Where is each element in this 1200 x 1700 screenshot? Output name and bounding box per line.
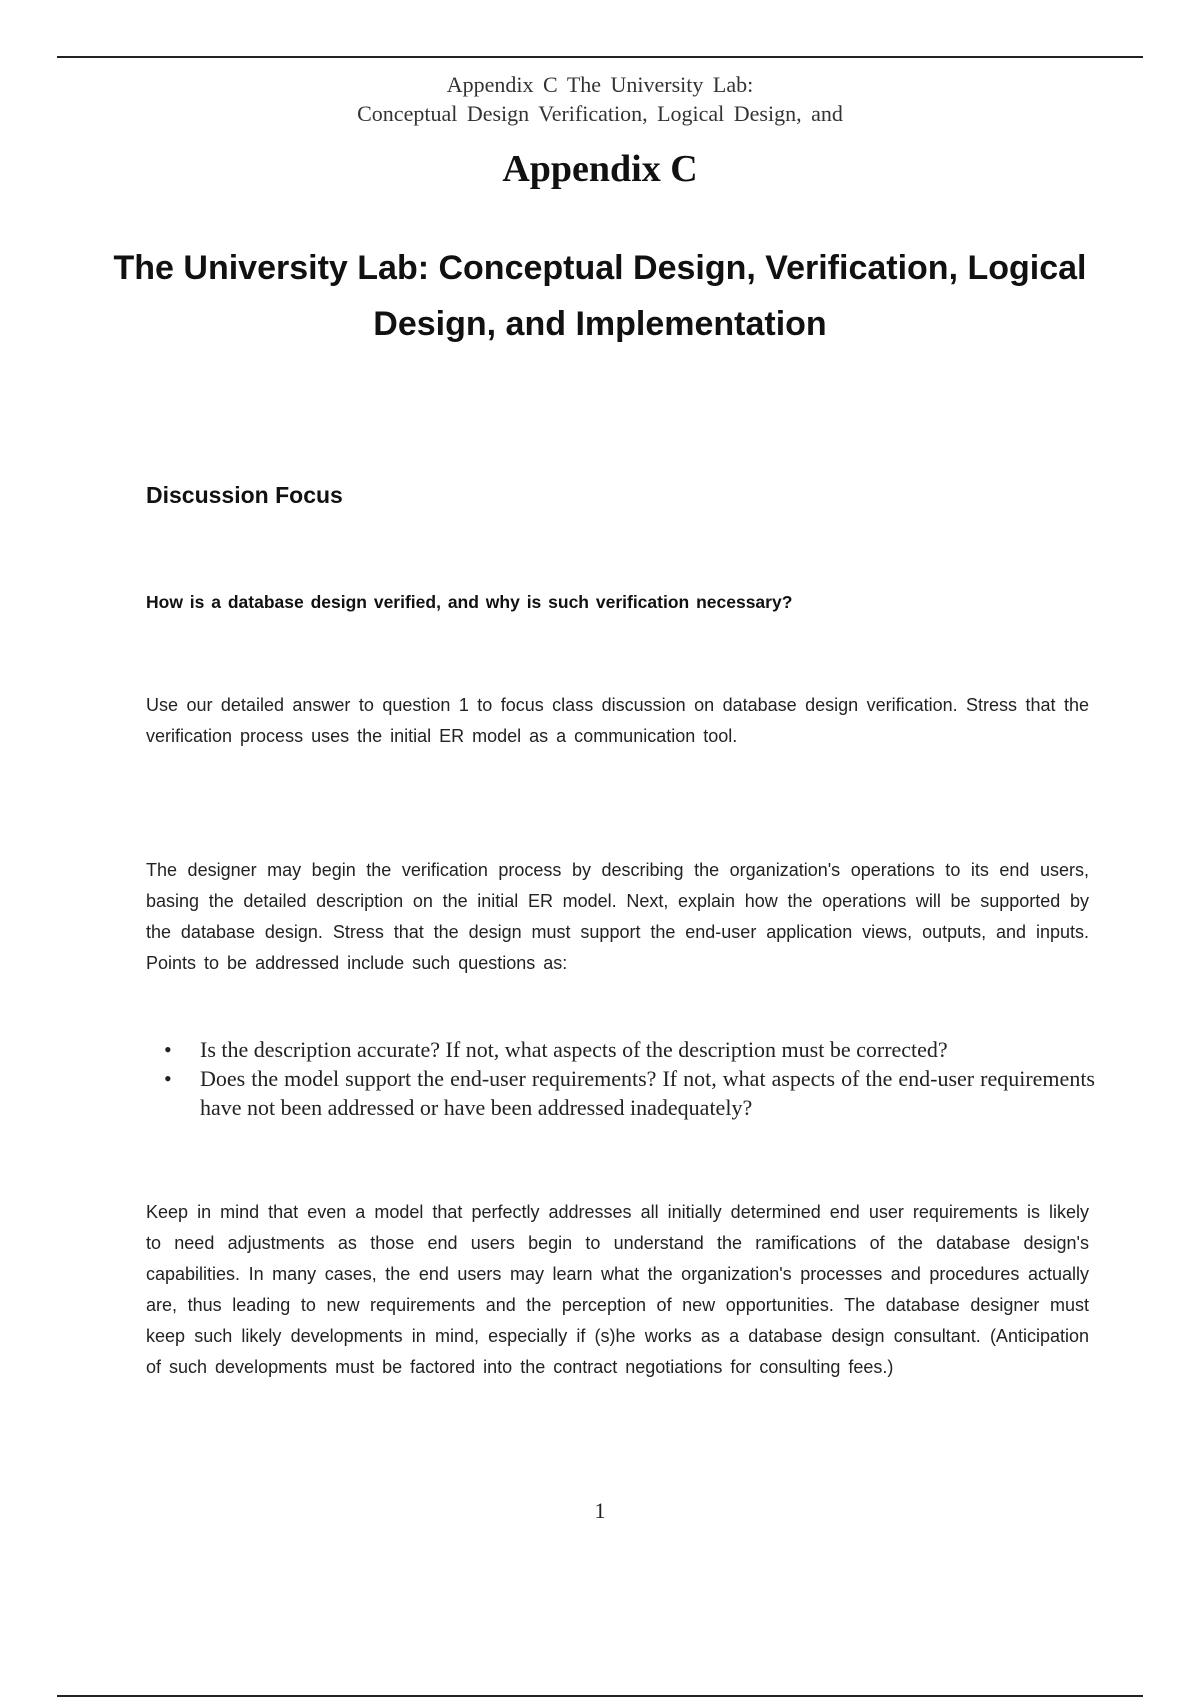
- running-header: [0, 70, 1200, 128]
- list-item-text: Does the model support the end-user requirements? If not, what aspects of the end-user requirements have not been addressed or have been addressed inadequately?: [200, 1066, 1095, 1120]
- running-header-line-1: Appendix C The University Lab:: [446, 72, 754, 97]
- list-item: [160, 1064, 1095, 1122]
- section-heading: Discussion Focus: [146, 482, 343, 508]
- paragraph-2: The designer may begin the verification process by describing the organization's operations to its end users, basing the detailed description on the initial ER model. Next, explain how the operations will be supported by the database design. Stress that the design must support the end-user application views, outputs, and inputs. Points to be addressed include such questions as:: [146, 860, 1089, 973]
- page-number: 1: [594, 1498, 606, 1523]
- bottom-rule: [57, 1695, 1143, 1697]
- top-rule: [57, 56, 1143, 58]
- list-item-text: Is the description accurate? If not, what aspects of the description must be corrected?: [200, 1037, 948, 1062]
- main-title: The University Lab: Conceptual Design, Verification, Logical Design, and Implementation: [113, 249, 1087, 343]
- list-item: [160, 1035, 1095, 1064]
- running-header-line-2: Conceptual Design Verification, Logical Design, and: [357, 101, 843, 126]
- paragraph-3: Keep in mind that even a model that perfectly addresses all initially determined end user requirements is likely to need adjustments as those end users begin to understand the ramifications of the database design's capabilities. In many cases, the end users may learn what the organization's processes and procedures actually are, thus leading to new requirements and the perception of new opportunities. The database designer must keep such likely developments in mind, especially if (s)he works as a database design consultant. (Anticipation of such developments must be factored into the contract negotiations for consulting fees.): [146, 1202, 1089, 1377]
- bullet-icon: •: [164, 1037, 172, 1062]
- paragraph-1: Use our detailed answer to question 1 to focus class discussion on database design verification. Stress that the verification process uses the initial ER model as a communication tool.: [146, 695, 1089, 746]
- discussion-question: How is a database design verified, and why is such verification necessary?: [146, 592, 793, 612]
- appendix-title: Appendix C: [502, 148, 698, 190]
- bullet-icon: •: [164, 1066, 172, 1091]
- question-bullet-list: [160, 1035, 1095, 1122]
